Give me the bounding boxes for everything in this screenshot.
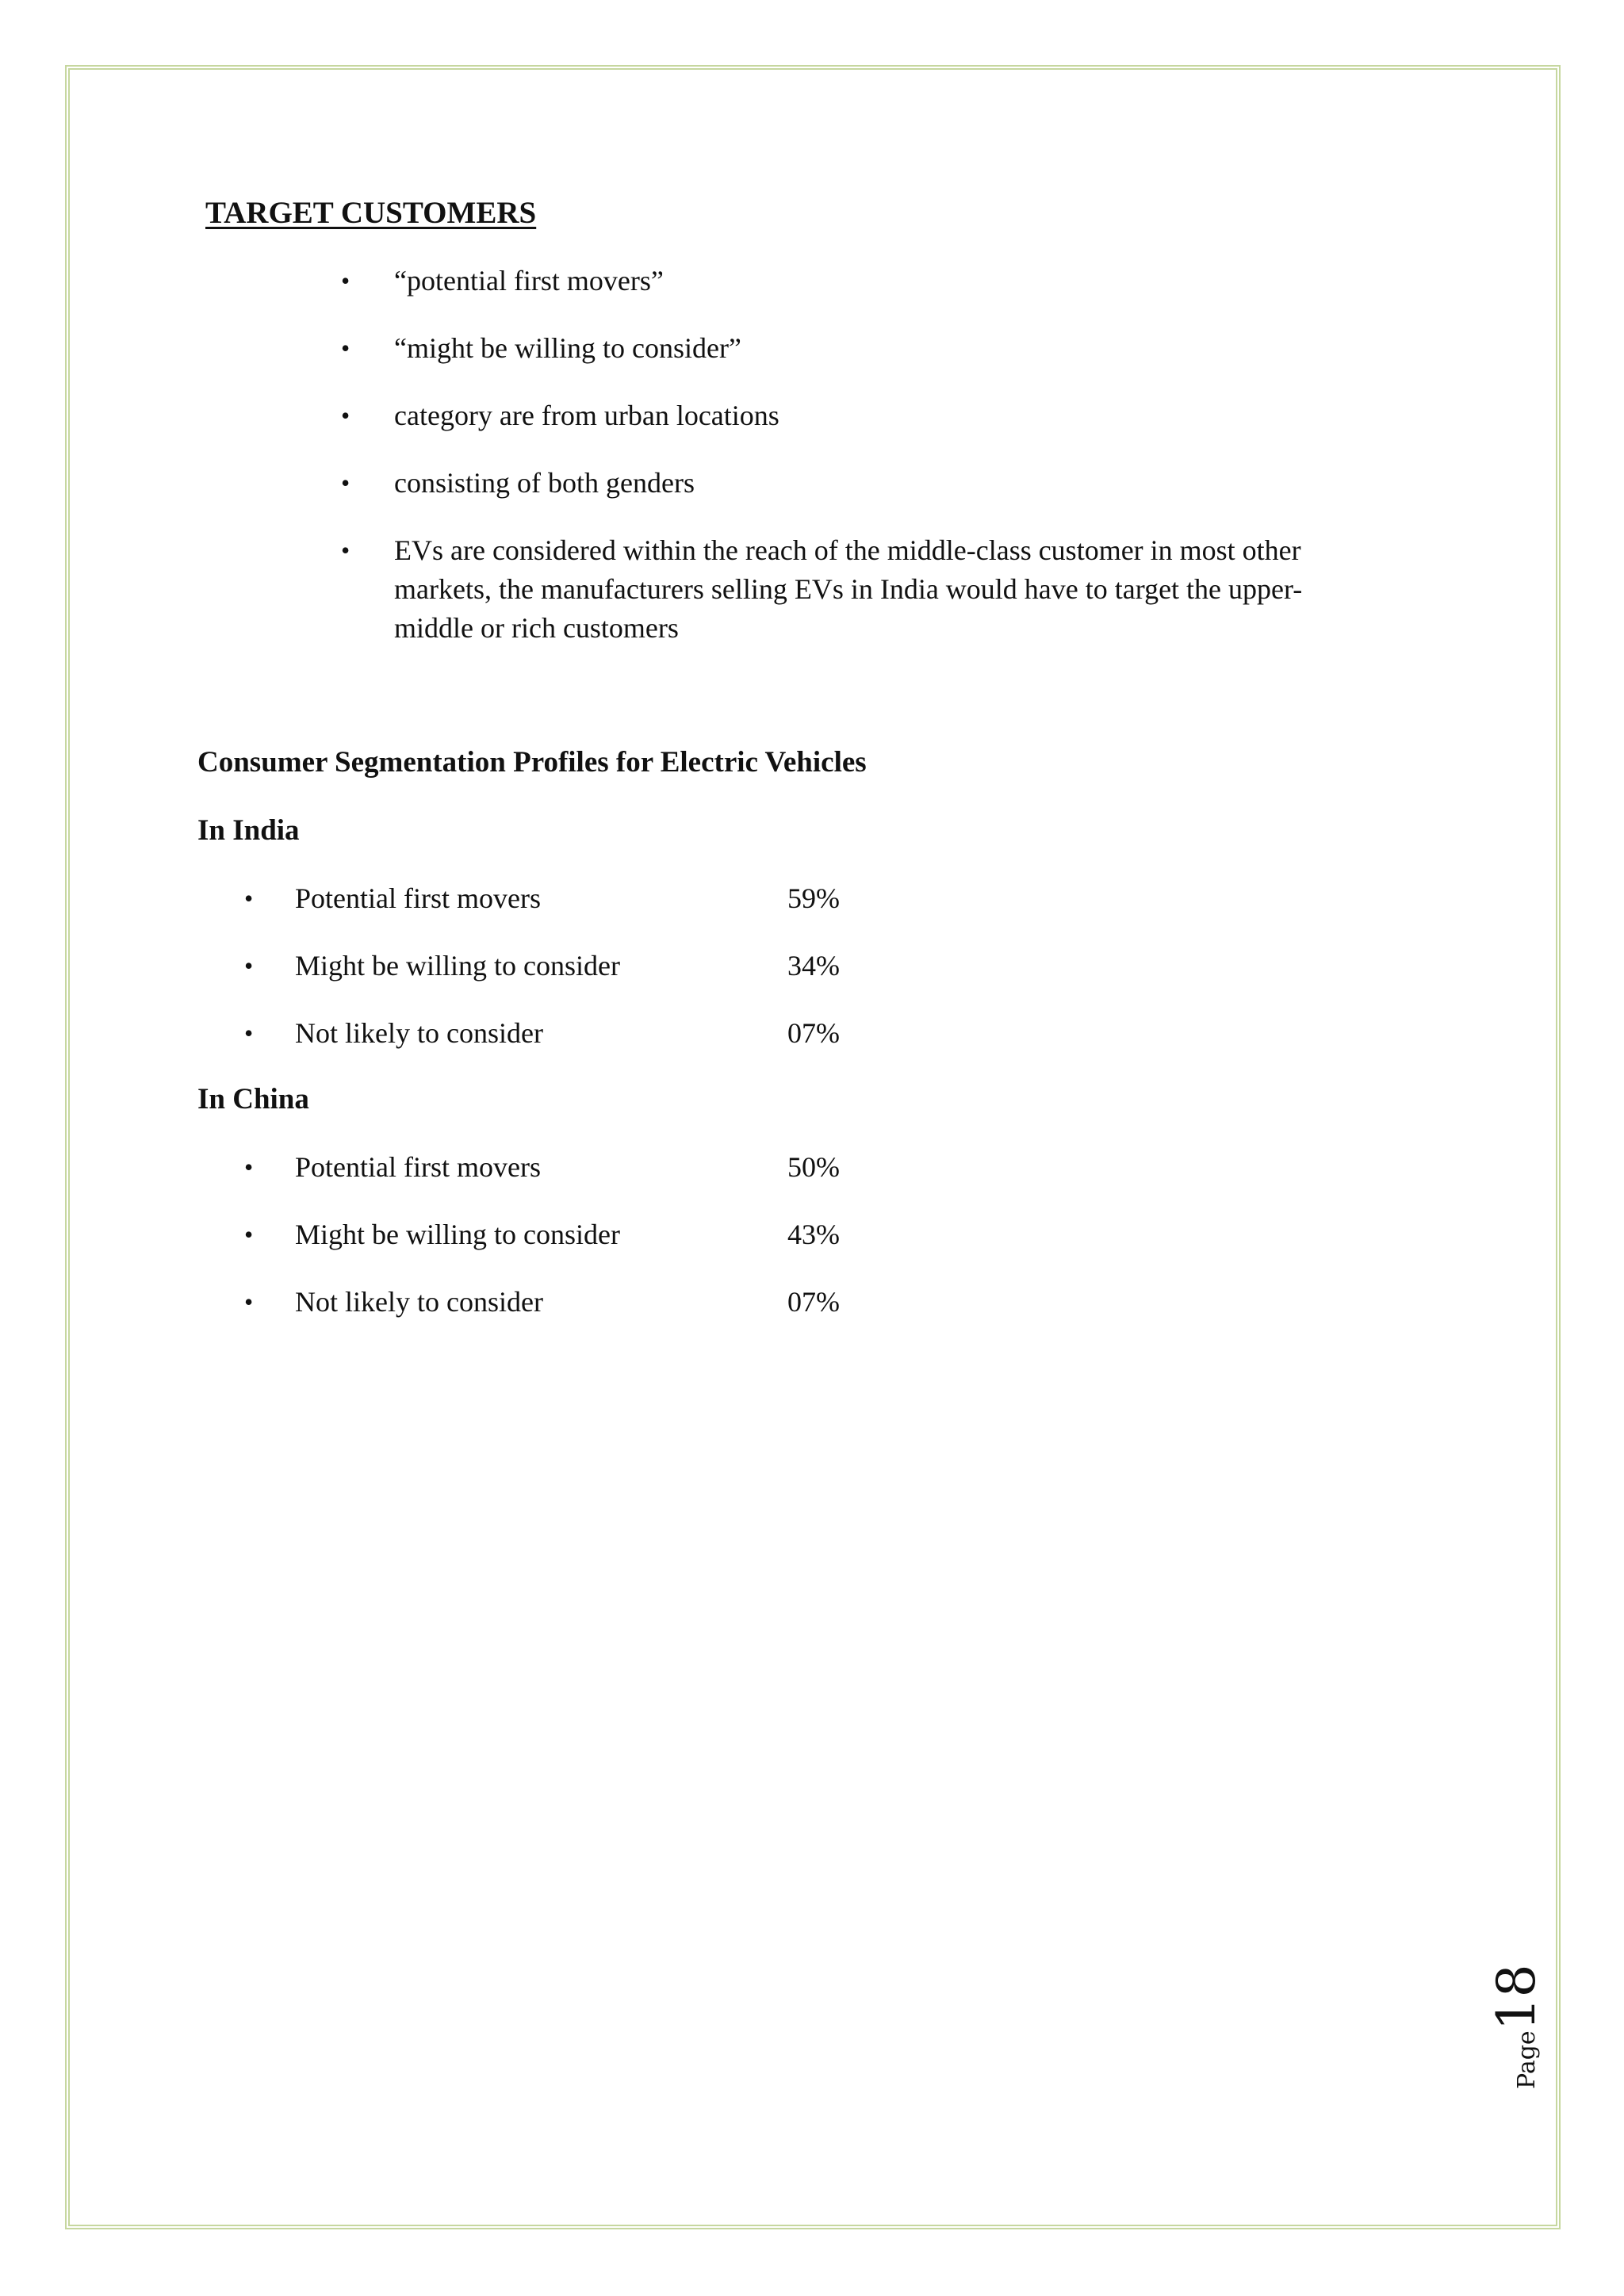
segment-value: 43% [787,1219,840,1250]
segment-row [244,1215,958,1283]
segment-label: Might be willing to consider [295,950,620,982]
bullet-icon: • [244,1288,254,1316]
page-number-value: 18 [1486,1964,1547,2031]
segment-value: 50% [787,1151,840,1183]
target-customers-heading: TARGET CUSTOMERS [205,196,537,230]
segment-value: 34% [787,950,840,982]
segmentation-list-india [244,879,958,1081]
page-number [1486,1954,1562,2089]
segmentation-heading: Consumer Segmentation Profiles for Electric Vehicles [197,746,867,779]
segment-label: Not likely to consider [295,1017,543,1049]
segment-label: Might be willing to consider [295,1219,620,1250]
bullet-icon: • [244,1220,254,1249]
list-item [341,531,1372,648]
segment-row [244,1014,958,1081]
segment-value: 07% [787,1286,840,1318]
region-heading-china: In China [197,1083,309,1115]
bullet-icon: • [341,266,350,295]
segment-row [244,879,958,947]
list-item [341,262,1372,300]
bullet-icon: • [244,951,254,980]
segmentation-list-china [244,1148,958,1350]
bullet-icon: • [341,536,350,564]
bullet-icon: • [244,1019,254,1047]
segment-label: Potential first movers [295,882,541,914]
list-item-text: EVs are considered within the reach of the middle-class customer in most other markets, the manufacturers selling EVs in India would have to target the upper-middle or rich customers [394,534,1303,644]
list-item [341,464,1372,503]
list-item [341,329,1372,368]
bullet-icon: • [341,401,350,430]
list-item-text: category are from urban locations [394,400,779,431]
page-word: Page [1513,2030,1541,2089]
target-customers-list [341,262,1372,676]
segment-label: Not likely to consider [295,1286,543,1318]
list-item [341,396,1372,435]
segment-row [244,1148,958,1215]
list-item-text: “potential first movers” [394,265,664,297]
segment-row [244,947,958,1014]
list-item-text: “might be willing to consider” [394,332,741,364]
region-heading-india: In India [197,814,300,847]
bullet-icon: • [341,469,350,497]
segment-row [244,1283,958,1350]
bullet-icon: • [244,1153,254,1181]
bullet-icon: • [244,884,254,913]
bullet-icon: • [341,334,350,362]
list-item-text: consisting of both genders [394,467,695,499]
segment-label: Potential first movers [295,1151,541,1183]
segment-value: 59% [787,882,840,914]
segment-value: 07% [787,1017,840,1049]
